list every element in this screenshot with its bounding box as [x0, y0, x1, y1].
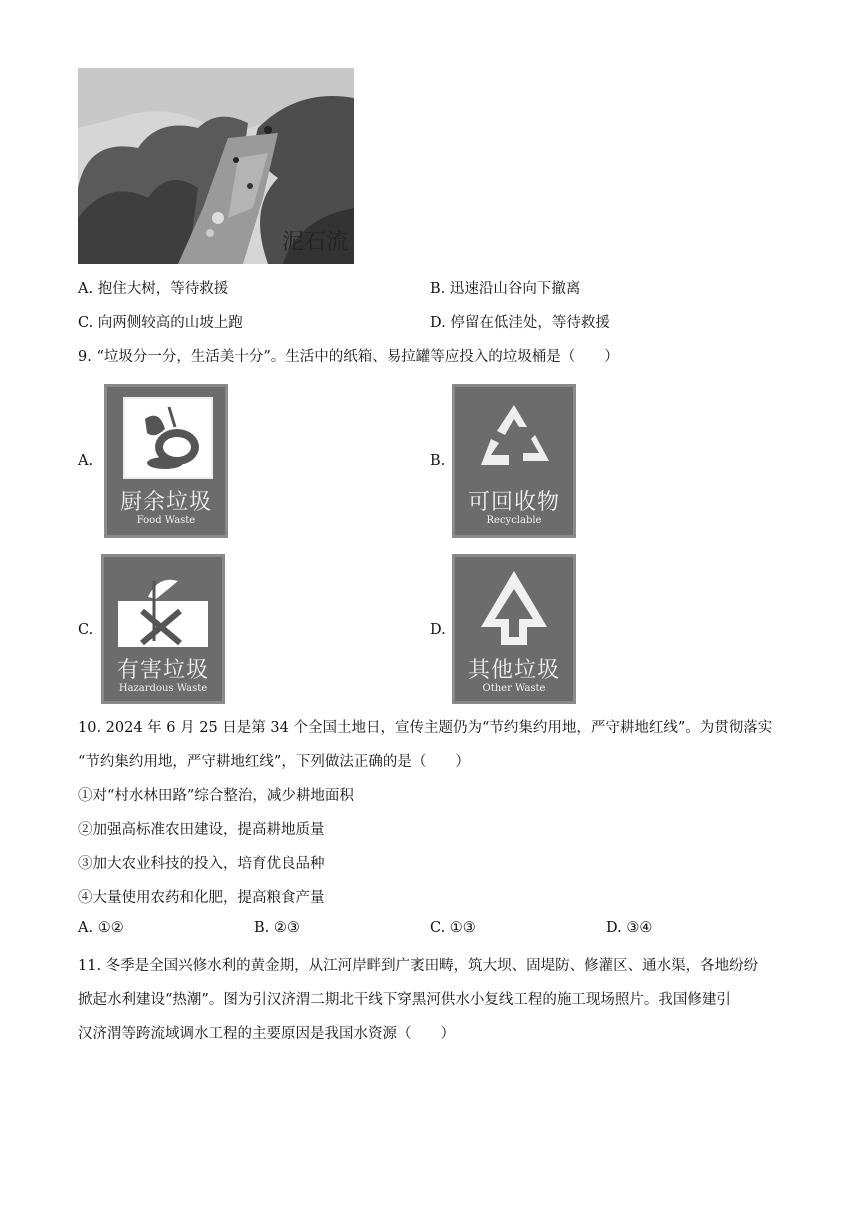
food-waste-sign[interactable]	[104, 384, 228, 538]
q10-item-4: ④大量使用农药和化肥，提高粮食产量	[78, 890, 325, 906]
q10-option-b[interactable]: B. ②③	[254, 920, 300, 936]
option-letter: B.	[430, 281, 446, 297]
hazardous-icon	[118, 567, 208, 647]
sign-en-label: Hazardous Waste	[118, 683, 208, 694]
q10-option-c[interactable]: C. ①③	[430, 920, 476, 936]
q9-option-c-letter[interactable]: C.	[78, 622, 94, 638]
option-letter: C.	[78, 315, 94, 331]
q10-stem-line1: 10. 2024 年 6 月 25 日是第 34 个全国土地日，宣传主题仍为“节约集约用地，严守耕地红线”。为贯彻落实	[78, 720, 773, 736]
sign-en-label: Food Waste	[136, 515, 196, 526]
option-letter: D.	[430, 315, 446, 331]
photo-label: 泥石流	[281, 230, 348, 255]
sign-cn-label: 厨余垃圾	[119, 490, 212, 515]
q11-line3: 汉济渭等跨流域调水工程的主要原因是我国水资源（ ）	[78, 1026, 455, 1042]
option-text: 停留在低洼处，等待救援	[450, 315, 610, 331]
sign-cn-label: 可回收物	[467, 490, 560, 515]
recycle-icon	[473, 399, 555, 475]
q8-option-a[interactable]	[78, 277, 228, 298]
q8-option-b[interactable]	[430, 277, 580, 298]
other-waste-sign[interactable]	[452, 554, 576, 704]
sign-en-label: Other Waste	[482, 683, 546, 694]
sign-en-label: Recyclable	[486, 515, 542, 526]
other-waste-icon	[473, 567, 555, 649]
q10-item-3: ③加大农业科技的投入，培育优良品种	[78, 856, 325, 872]
mudslide-photo	[78, 68, 354, 264]
option-text: 抱住大树，等待救援	[97, 281, 229, 297]
q8-option-c[interactable]	[78, 311, 243, 332]
food-waste-icon	[123, 397, 213, 479]
option-letter: A.	[78, 281, 94, 297]
q10-stem-line2: “节约集约用地，严守耕地红线”，下列做法正确的是（ ）	[78, 754, 470, 770]
sign-cn-label: 有害垃圾	[116, 658, 209, 683]
q10-option-a[interactable]: A. ①②	[78, 920, 124, 936]
recyclable-sign[interactable]	[452, 384, 576, 538]
q10-item-2: ②加强高标准农田建设，提高耕地质量	[78, 822, 325, 838]
q8-option-d[interactable]	[430, 311, 610, 332]
q9-stem: 9. “垃圾分一分，生活美十分”。生活中的纸箱、易拉罐等应投入的垃圾桶是（ ）	[78, 349, 619, 365]
q9-option-a-letter[interactable]: A.	[78, 453, 94, 469]
q11-line1: 11. 冬季是全国兴修水利的黄金期，从江河岸畔到广袤田畴，筑大坝、固堤防、修灌区、通水渠，各地纷纷	[78, 958, 759, 974]
q10-option-d[interactable]: D. ③④	[606, 920, 653, 936]
hazardous-waste-sign[interactable]	[101, 554, 225, 704]
option-text: 向两侧较高的山坡上跑	[97, 315, 243, 331]
q9-option-d-letter[interactable]: D.	[430, 622, 446, 638]
q9-option-b-letter[interactable]: B.	[430, 453, 446, 469]
option-text: 迅速沿山谷向下撤离	[449, 281, 581, 297]
sign-cn-label: 其他垃圾	[467, 658, 560, 683]
q10-item-1: ①对“村水林田路”综合整治，减少耕地面积	[78, 788, 354, 804]
q11-line2: 掀起水利建设“热潮”。图为引汉济渭二期北干线下穿黑河供水小复线工程的施工现场照片。我国修建引	[78, 992, 731, 1008]
